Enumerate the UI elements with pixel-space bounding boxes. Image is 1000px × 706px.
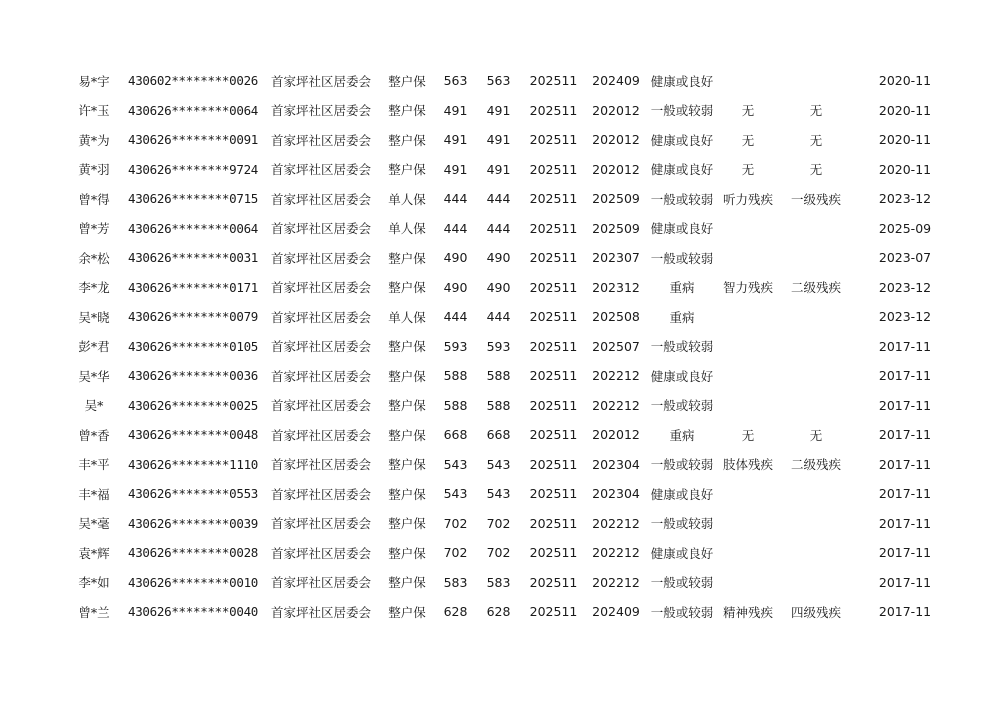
community-cell: 首家坪社区居委会 — [270, 545, 371, 561]
disability-level-cell — [777, 509, 855, 539]
name-cell: 李*龙 — [78, 280, 110, 296]
month-cell: 202511 — [529, 397, 578, 413]
month-cell: 202212 — [592, 545, 640, 561]
community-cell: 首家坪社区居委会 — [270, 103, 371, 119]
disability-type-cell: 听力残疾 — [722, 191, 773, 207]
disability-level-cell — [777, 361, 855, 391]
month-cell: 202511 — [529, 574, 578, 590]
table-row — [64, 391, 935, 421]
id-number-cell: 430626********0025 — [127, 397, 259, 413]
amount-cell: 588 — [486, 368, 511, 384]
table-row — [64, 302, 935, 332]
id-number-cell: 430626********0105 — [127, 338, 259, 354]
table-row — [64, 243, 935, 273]
disability-level-cell — [777, 66, 855, 96]
assistance-type-cell: 整户保 — [388, 280, 426, 296]
spacer-cell — [855, 155, 875, 185]
disability-type-cell — [719, 302, 777, 332]
community-cell: 首家坪社区居委会 — [270, 486, 371, 502]
date-cell: 2020-11 — [878, 102, 932, 118]
assistance-type-cell: 整户保 — [388, 457, 426, 473]
month-cell: 202511 — [529, 604, 578, 620]
disability-level-cell: 无 — [809, 162, 823, 178]
amount-cell: 668 — [443, 427, 468, 443]
health-status-cell: 健康或良好 — [650, 486, 714, 502]
assistance-type-cell: 整户保 — [388, 604, 426, 620]
spacer-cell — [855, 332, 875, 362]
community-cell: 首家坪社区居委会 — [270, 575, 371, 591]
month-cell: 202012 — [592, 161, 640, 177]
disability-level-cell — [777, 479, 855, 509]
name-cell: 黄*为 — [78, 132, 110, 148]
disability-level-cell: 无 — [809, 427, 823, 443]
amount-cell: 444 — [443, 309, 468, 325]
disability-level-cell: 无 — [809, 132, 823, 148]
amount-cell: 583 — [486, 574, 511, 590]
id-number-cell: 430626********0715 — [127, 191, 259, 207]
disability-type-cell: 无 — [741, 132, 755, 148]
health-status-cell: 一般或较弱 — [650, 575, 714, 591]
amount-cell: 563 — [486, 73, 511, 89]
month-cell: 202511 — [529, 456, 578, 472]
date-cell: 2025-09 — [878, 220, 932, 236]
date-cell: 2017-11 — [878, 397, 932, 413]
health-status-cell: 健康或良好 — [650, 73, 714, 89]
disability-level-cell — [777, 214, 855, 244]
month-cell: 202511 — [529, 515, 578, 531]
health-status-cell: 一般或较弱 — [650, 604, 714, 620]
health-status-cell: 健康或良好 — [650, 132, 714, 148]
date-cell: 2017-11 — [878, 486, 932, 502]
spacer-cell — [855, 243, 875, 273]
community-cell: 首家坪社区居委会 — [270, 339, 371, 355]
month-cell: 202511 — [529, 338, 578, 354]
id-number-cell: 430626********0036 — [127, 368, 259, 384]
assistance-type-cell: 单人保 — [388, 309, 426, 325]
disability-level-cell — [777, 391, 855, 421]
disability-level-cell: 二级残疾 — [790, 280, 841, 296]
amount-cell: 702 — [443, 515, 468, 531]
assistance-type-cell: 整户保 — [388, 103, 426, 119]
name-cell: 袁*辉 — [78, 545, 110, 561]
spacer-cell — [855, 538, 875, 568]
community-cell: 首家坪社区居委会 — [270, 191, 371, 207]
date-cell: 2017-11 — [878, 427, 932, 443]
date-cell: 2017-11 — [878, 574, 932, 590]
amount-cell: 543 — [486, 486, 511, 502]
health-status-cell: 一般或较弱 — [650, 339, 714, 355]
assistance-type-cell: 整户保 — [388, 162, 426, 178]
month-cell: 202509 — [592, 220, 640, 236]
assistance-type-cell: 整户保 — [388, 368, 426, 384]
month-cell: 202511 — [529, 132, 578, 148]
id-number-cell: 430626********0079 — [127, 309, 259, 325]
health-status-cell: 一般或较弱 — [650, 516, 714, 532]
assistance-type-cell: 整户保 — [388, 132, 426, 148]
health-status-cell: 健康或良好 — [650, 368, 714, 384]
amount-cell: 444 — [443, 191, 468, 207]
name-cell: 曾*兰 — [78, 604, 110, 620]
disability-type-cell — [719, 214, 777, 244]
table-row — [64, 420, 935, 450]
spacer-cell — [855, 391, 875, 421]
amount-cell: 491 — [443, 132, 468, 148]
amount-cell: 628 — [443, 604, 468, 620]
spacer-cell — [855, 568, 875, 598]
month-cell: 202304 — [592, 456, 640, 472]
amount-cell: 588 — [443, 397, 468, 413]
community-cell: 首家坪社区居委会 — [270, 250, 371, 266]
table-row — [64, 597, 935, 627]
name-cell: 李*如 — [78, 575, 110, 591]
date-cell: 2017-11 — [878, 604, 932, 620]
name-cell: 曾*芳 — [78, 221, 110, 237]
community-cell: 首家坪社区居委会 — [270, 309, 371, 325]
spacer-cell — [855, 273, 875, 303]
amount-cell: 490 — [443, 250, 468, 266]
table-row — [64, 538, 935, 568]
id-number-cell: 430626********0553 — [127, 486, 259, 502]
name-cell: 丰*平 — [78, 457, 110, 473]
spacer-cell — [855, 302, 875, 332]
spacer-cell — [855, 420, 875, 450]
name-cell: 许*玉 — [78, 103, 110, 119]
community-cell: 首家坪社区居委会 — [270, 398, 371, 414]
disability-type-cell: 智力残疾 — [722, 280, 773, 296]
date-cell: 2017-11 — [878, 545, 932, 561]
date-cell: 2020-11 — [878, 132, 932, 148]
amount-cell: 444 — [486, 309, 511, 325]
date-cell: 2023-12 — [878, 309, 932, 325]
disability-type-cell: 精神残疾 — [722, 604, 773, 620]
id-number-cell: 430626********0028 — [127, 545, 259, 561]
date-cell: 2020-11 — [878, 161, 932, 177]
table-row — [64, 509, 935, 539]
month-cell: 202511 — [529, 486, 578, 502]
amount-cell: 593 — [443, 338, 468, 354]
name-cell: 吴*华 — [78, 368, 110, 384]
spacer-cell — [855, 66, 875, 96]
month-cell: 202511 — [529, 309, 578, 325]
month-cell: 202212 — [592, 574, 640, 590]
amount-cell: 491 — [443, 102, 468, 118]
amount-cell: 444 — [443, 220, 468, 236]
disability-level-cell — [777, 332, 855, 362]
name-cell: 易*宇 — [78, 73, 110, 89]
month-cell: 202409 — [592, 73, 640, 89]
name-cell: 吴*晓 — [78, 309, 110, 325]
month-cell: 202212 — [592, 368, 640, 384]
health-status-cell: 重病 — [669, 309, 695, 325]
month-cell: 202511 — [529, 368, 578, 384]
amount-cell: 588 — [486, 397, 511, 413]
disability-level-cell — [777, 538, 855, 568]
disability-level-cell — [777, 568, 855, 598]
id-number-cell: 430626********0171 — [127, 279, 259, 295]
id-number-cell: 430626********0064 — [127, 220, 259, 236]
disability-type-cell — [719, 509, 777, 539]
month-cell: 202212 — [592, 397, 640, 413]
disability-level-cell — [777, 243, 855, 273]
amount-cell: 702 — [486, 515, 511, 531]
month-cell: 202511 — [529, 220, 578, 236]
amount-cell: 668 — [486, 427, 511, 443]
disability-type-cell: 肢体残疾 — [722, 457, 773, 473]
assistance-type-cell: 整户保 — [388, 250, 426, 266]
amount-cell: 490 — [486, 250, 511, 266]
health-status-cell: 重病 — [669, 280, 695, 296]
id-number-cell: 430626********0091 — [127, 132, 259, 148]
month-cell: 202012 — [592, 427, 640, 443]
table-row — [64, 479, 935, 509]
amount-cell: 543 — [486, 456, 511, 472]
month-cell: 202508 — [592, 309, 640, 325]
spacer-cell — [855, 597, 875, 627]
table-row — [64, 66, 935, 96]
month-cell: 202304 — [592, 486, 640, 502]
month-cell: 202507 — [592, 338, 640, 354]
spacer-cell — [855, 509, 875, 539]
assistance-type-cell: 整户保 — [388, 486, 426, 502]
health-status-cell: 一般或较弱 — [650, 103, 714, 119]
amount-cell: 543 — [443, 456, 468, 472]
disability-type-cell — [719, 391, 777, 421]
table-row — [64, 155, 935, 185]
community-cell: 首家坪社区居委会 — [270, 132, 371, 148]
disability-type-cell — [719, 538, 777, 568]
community-cell: 首家坪社区居委会 — [270, 604, 371, 620]
id-number-cell: 430626********1110 — [127, 456, 259, 472]
health-status-cell: 健康或良好 — [650, 545, 714, 561]
spacer-cell — [855, 184, 875, 214]
health-status-cell: 一般或较弱 — [650, 398, 714, 414]
month-cell: 202511 — [529, 279, 578, 295]
assistance-type-cell: 整户保 — [388, 545, 426, 561]
table-row — [64, 332, 935, 362]
month-cell: 202012 — [592, 132, 640, 148]
date-cell: 2023-12 — [878, 279, 932, 295]
disability-level-cell — [777, 302, 855, 332]
table-body — [64, 66, 935, 627]
table-row — [64, 184, 935, 214]
date-cell: 2023-07 — [878, 250, 932, 266]
date-cell: 2020-11 — [878, 73, 932, 89]
disability-level-cell: 四级残疾 — [790, 604, 841, 620]
amount-cell: 702 — [486, 545, 511, 561]
spacer-cell — [855, 125, 875, 155]
table-row — [64, 214, 935, 244]
disability-type-cell — [719, 568, 777, 598]
amount-cell: 491 — [486, 161, 511, 177]
spacer-cell — [855, 96, 875, 126]
id-number-cell: 430626********0040 — [127, 604, 259, 620]
community-cell: 首家坪社区居委会 — [270, 368, 371, 384]
month-cell: 202511 — [529, 73, 578, 89]
month-cell: 202511 — [529, 161, 578, 177]
health-status-cell: 一般或较弱 — [650, 457, 714, 473]
id-number-cell: 430602********0026 — [127, 73, 259, 89]
month-cell: 202511 — [529, 250, 578, 266]
table-row — [64, 273, 935, 303]
disability-type-cell — [719, 332, 777, 362]
disability-type-cell: 无 — [741, 103, 755, 119]
community-cell: 首家坪社区居委会 — [270, 427, 371, 443]
name-cell: 丰*福 — [78, 486, 110, 502]
amount-cell: 490 — [486, 279, 511, 295]
spacer-cell — [855, 479, 875, 509]
community-cell: 首家坪社区居委会 — [270, 457, 371, 473]
month-cell: 202511 — [529, 427, 578, 443]
id-number-cell: 430626********0010 — [127, 574, 259, 590]
month-cell: 202012 — [592, 102, 640, 118]
amount-cell: 593 — [486, 338, 511, 354]
table-row — [64, 361, 935, 391]
community-cell: 首家坪社区居委会 — [270, 280, 371, 296]
id-number-cell: 430626********0039 — [127, 515, 259, 531]
date-cell: 2023-12 — [878, 191, 932, 207]
month-cell: 202212 — [592, 515, 640, 531]
assistance-type-cell: 整户保 — [388, 575, 426, 591]
id-number-cell: 430626********0064 — [127, 102, 259, 118]
month-cell: 202511 — [529, 191, 578, 207]
amount-cell: 563 — [443, 73, 468, 89]
name-cell: 吴* — [84, 398, 104, 414]
month-cell: 202511 — [529, 102, 578, 118]
spacer-cell — [855, 450, 875, 480]
disability-type-cell — [719, 361, 777, 391]
community-cell: 首家坪社区居委会 — [270, 73, 371, 89]
date-cell: 2017-11 — [878, 515, 932, 531]
table-row — [64, 568, 935, 598]
amount-cell: 444 — [486, 220, 511, 236]
disability-type-cell — [719, 479, 777, 509]
community-cell: 首家坪社区居委会 — [270, 221, 371, 237]
table-row — [64, 96, 935, 126]
disability-type-cell — [719, 66, 777, 96]
month-cell: 202312 — [592, 279, 640, 295]
name-cell: 曾*得 — [78, 191, 110, 207]
amount-cell: 588 — [443, 368, 468, 384]
disability-type-cell: 无 — [741, 162, 755, 178]
name-cell: 余*松 — [78, 250, 110, 266]
amount-cell: 491 — [486, 132, 511, 148]
community-cell: 首家坪社区居委会 — [270, 516, 371, 532]
community-cell: 首家坪社区居委会 — [270, 162, 371, 178]
month-cell: 202307 — [592, 250, 640, 266]
month-cell: 202511 — [529, 545, 578, 561]
spacer-cell — [855, 361, 875, 391]
health-status-cell: 健康或良好 — [650, 221, 714, 237]
assistance-type-cell: 整户保 — [388, 398, 426, 414]
table-row — [64, 125, 935, 155]
assistance-type-cell: 整户保 — [388, 516, 426, 532]
amount-cell: 702 — [443, 545, 468, 561]
disability-level-cell: 二级残疾 — [790, 457, 841, 473]
health-status-cell: 一般或较弱 — [650, 191, 714, 207]
month-cell: 202509 — [592, 191, 640, 207]
table-row — [64, 450, 935, 480]
disability-level-cell: 无 — [809, 103, 823, 119]
health-status-cell: 一般或较弱 — [650, 250, 714, 266]
amount-cell: 491 — [486, 102, 511, 118]
amount-cell: 628 — [486, 604, 511, 620]
id-number-cell: 430626********0048 — [127, 427, 259, 443]
name-cell: 黄*羽 — [78, 162, 110, 178]
amount-cell: 444 — [486, 191, 511, 207]
assistance-type-cell: 整户保 — [388, 427, 426, 443]
disability-type-cell: 无 — [741, 427, 755, 443]
name-cell: 曾*香 — [78, 427, 110, 443]
health-status-cell: 重病 — [669, 427, 695, 443]
assistance-type-cell: 单人保 — [388, 191, 426, 207]
disability-type-cell — [719, 243, 777, 273]
assistance-type-cell: 整户保 — [388, 339, 426, 355]
date-cell: 2017-11 — [878, 368, 932, 384]
assistance-type-cell: 单人保 — [388, 221, 426, 237]
amount-cell: 543 — [443, 486, 468, 502]
name-cell: 吴*毫 — [78, 516, 110, 532]
disability-level-cell: 一级残疾 — [790, 191, 841, 207]
health-status-cell: 健康或良好 — [650, 162, 714, 178]
date-cell: 2017-11 — [878, 456, 932, 472]
date-cell: 2017-11 — [878, 338, 932, 354]
amount-cell: 583 — [443, 574, 468, 590]
id-number-cell: 430626********0031 — [127, 250, 259, 266]
name-cell: 彭*君 — [78, 339, 110, 355]
recipient-table — [64, 66, 935, 627]
amount-cell: 490 — [443, 279, 468, 295]
month-cell: 202409 — [592, 604, 640, 620]
spacer-cell — [855, 214, 875, 244]
id-number-cell: 430626********9724 — [127, 161, 259, 177]
assistance-type-cell: 整户保 — [388, 73, 426, 89]
amount-cell: 491 — [443, 161, 468, 177]
